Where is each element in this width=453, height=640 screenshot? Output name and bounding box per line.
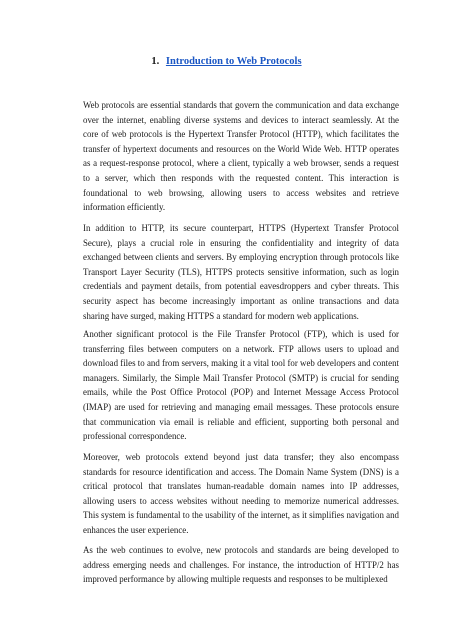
paragraph: Web protocols are essential standards that govern the communication and data exchange over the internet, enabling diverse systems and devices to interact seamlessly. At the core of web protocols is the Hypertext Transfer Protocol (HTTP), which facilitates the transfer of hypertext documents and resources on the World Wide Web. HTTP operates as a request-response protocol, where a client, typically a web browser, sends a request to a server, which then responds with the requested content. This interaction is foundational to web browsing, allowing users to access websites and retrieve information efficiently.: [83, 100, 399, 213]
paragraph: Another significant protocol is the File Transfer Protocol (FTP), which is used for transferring files between computers on a network. FTP allows users to upload and download files to and from servers, making it a vital tool for web developers and content managers. Similarly, the Simple Mail Transfer Protocol (SMTP) is crucial for sending emails, while the Post Office Protocol (POP) and Internet Message Access Protocol (IMAP) are used for retrieving and managing email messages. These protocols ensure that communication via email is reliable and efficient, supporting both personal and professional correspondence.: [83, 329, 399, 442]
paragraph: In addition to HTTP, its secure counterpart, HTTPS (Hypertext Transfer Protocol Secure), plays a crucial role in ensuring the confidentiality and integrity of data exchanged between clients and servers. By employing encryption through protocols like Transport Layer Security (TLS), HTTPS protects sensitive information, such as login credentials and payment details, from potential eavesdroppers and cyber threats. This security aspect has become increasingly important as online transactions and data sharing have surged, making HTTPS a standard for modern web applications.: [83, 223, 399, 321]
section-number: 1.: [151, 56, 160, 67]
section-title-link[interactable]: Introduction to Web Protocols: [165, 56, 302, 67]
section-heading: [0, 55, 453, 69]
paragraph: As the web continues to evolve, new protocols and standards are being developed to address emerging needs and challenges. For instance, the introduction of HTTP/2 has improved performance by allowing multiple requests and responses to be multiplexed: [83, 545, 399, 585]
paragraph: Moreover, web protocols extend beyond just data transfer; they also encompass standards for resource identification and access. The Domain Name System (DNS) is a critical protocol that translates human-readable domain names into IP addresses, allowing users to access websites without needing to memorize numerical addresses. This system is fundamental to the usability of the internet, as it simplifies navigation and enhances the user experience.: [83, 452, 399, 535]
